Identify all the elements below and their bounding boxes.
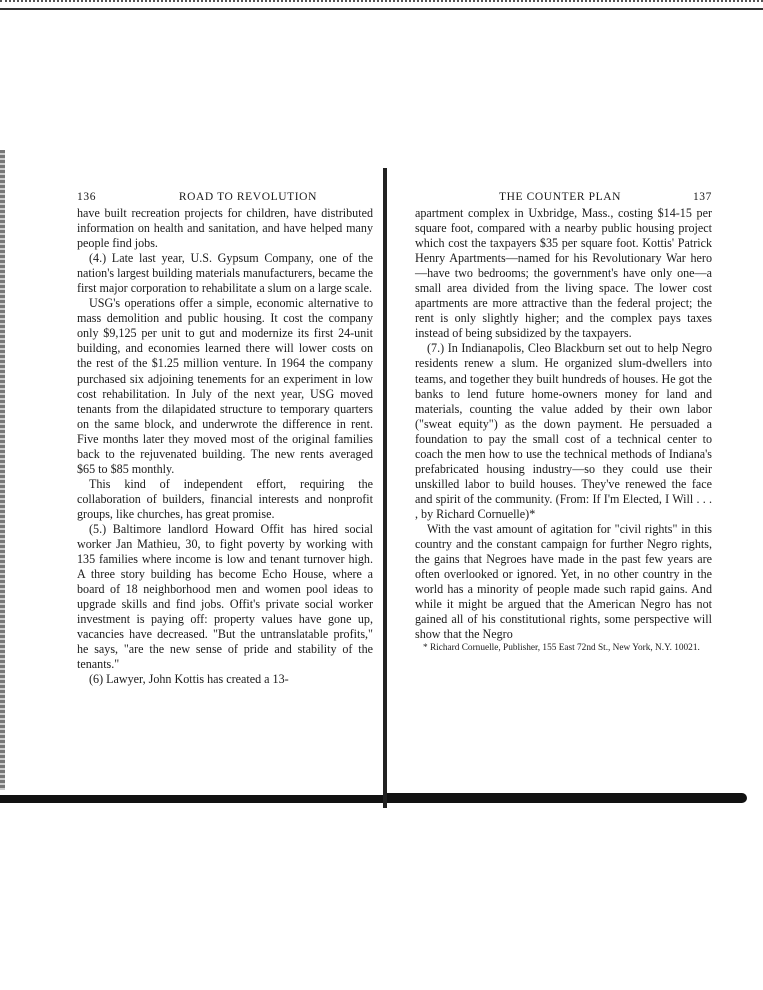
left-paragraph-2: (4.) Late last year, U.S. Gypsum Company, one of the nation's largest building materials manufacturers, became the first major corporation to rehabilitate a slum on a large scale. bbox=[77, 251, 373, 296]
left-page bbox=[77, 190, 373, 688]
right-page-number: 137 bbox=[692, 191, 712, 203]
left-paragraph-5: (5.) Baltimore landlord Howard Offit has hired social worker Jan Mathieu, 30, to fight poverty by working with 135 families where income is low and tenant turnover high. A three story building has become Echo House, where a board of 18 neighborhood men and women pool ideas to upgrade skills and find jobs. Offit's private social worker investment is paying off: property values have gone up, vacancies have decreased. "But the untranslatable profits," he says, "are the new sense of pride and stability of the tenants." bbox=[77, 521, 373, 672]
right-paragraph-1: apartment complex in Uxbridge, Mass., costing $14-15 per square foot, compared with a nearby public housing project which cost the taxpayers $35 per square foot. Kottis' Patrick Henry Apartments—named for his Revolutionary War hero—have two bedrooms; the government's have only one—a small area divided from the living space. The lower cost apartments are more attractive than the federal project; the rent is only slightly higher; and the complex pays taxes instead of being subsidized by the taxpayers. bbox=[415, 206, 712, 341]
right-running-head: THE COUNTER PLAN bbox=[499, 191, 622, 203]
scan-bottom-edge-left bbox=[0, 795, 383, 803]
left-paragraph-1: have built recreation projects for children, have distributed information on health and sanitation, and have helped many people find jobs. bbox=[77, 206, 373, 251]
left-running-head: ROAD TO REVOLUTION bbox=[178, 191, 317, 203]
right-footnote: * Richard Cornuelle, Publisher, 155 East 72nd St., New York, N.Y. 10021. bbox=[423, 643, 700, 654]
right-paragraph-3: With the vast amount of agitation for "civil rights" in this country and the constant campaign for further Negro rights, the gains that Negroes have made in the past few years are often overlooked or ignored. Yet, in no other country in the world has a minority of people made such rapid gains. And while it might be argued that the American Negro has not gained all of his constitutional rights, some perspective will show that the Negro bbox=[415, 521, 712, 642]
left-page-number: 136 bbox=[77, 191, 97, 203]
scan-top-dotted-edge bbox=[0, 0, 763, 8]
scan-left-edge-shadow bbox=[0, 150, 5, 790]
left-paragraph-4: This kind of independent effort, requiring the collaboration of builders, financial interests and nonprofit groups, like churches, has great promise. bbox=[77, 476, 373, 521]
right-page bbox=[415, 190, 712, 654]
left-paragraph-6: (6) Lawyer, John Kottis has created a 13- bbox=[89, 672, 289, 687]
book-gutter bbox=[383, 168, 387, 808]
scan-top-rule bbox=[0, 8, 763, 10]
left-paragraph-3: USG's operations offer a simple, economic alternative to mass demolition and public housing. It cost the company only $9,125 per unit to gut and modernize its first 24-unit building, and economies learned there will lower costs on the rest of the $1.25 million venture. In 1964 the company purchased six adjoining tenements for an experiment in low cost rehabilitation. In July of the next year, USG moved tenants from the dilapidated structure to temporary quarters on the same block, and underwrote the difference in rent. Five months later they moved most of the original families back to the rejuvenated building. The new rents averaged $65 to $85 monthly. bbox=[77, 296, 373, 476]
right-paragraph-2: (7.) In Indianapolis, Cleo Blackburn set out to help Negro residents renew a slum. He organized slum-dwellers into teams, and together they built hundreds of houses. He got the banks to lend future home-owners money for land and materials, counting the value added by their own labor ("sweat equity") as the down payment. He persuaded a foundation to pay the small cost of a technical center to coach the men how to use the technical methods of Indiana's prefabricated housing industry—so they could use their unskilled labor to build houses. They've renewed the face and spirit of the community. (From: If I'm Elected, I Will . . . , by Richard Cornuelle)* bbox=[415, 341, 712, 521]
scan-bottom-edge-right bbox=[387, 793, 747, 803]
right-page-header bbox=[415, 190, 712, 206]
left-page-header bbox=[77, 190, 373, 206]
scan-bottom-edge bbox=[0, 793, 763, 805]
